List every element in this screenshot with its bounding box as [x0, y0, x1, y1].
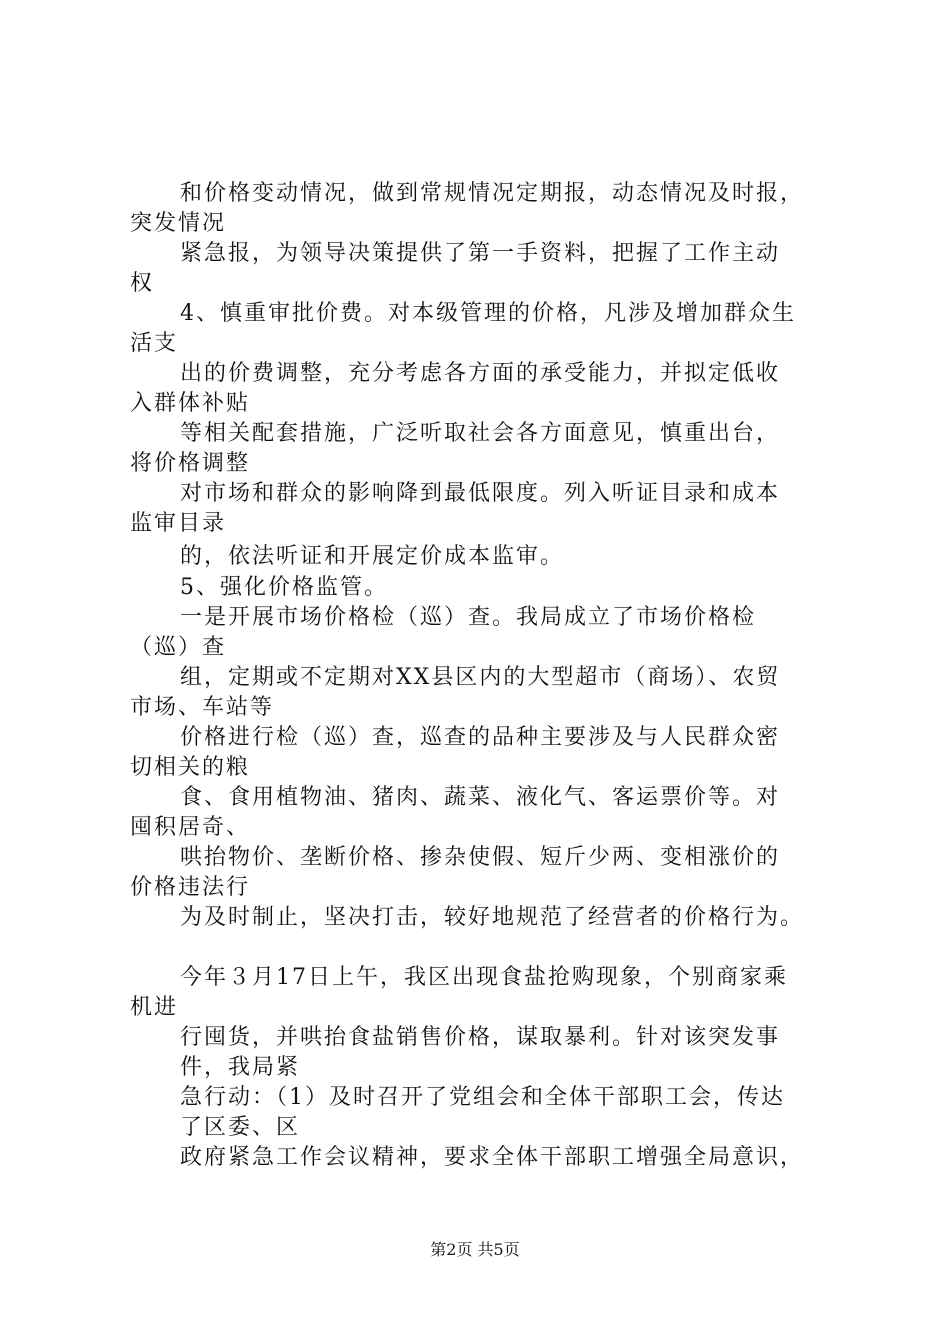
- body-line: 了区委、区: [180, 1115, 301, 1140]
- body-line: 为及时制止，坚决打击，较好地规范了经营者的价格行为。: [180, 905, 805, 930]
- body-line: 等相关配套措施，广泛听取社会各方面意见，慎重出台，: [180, 421, 781, 446]
- body-line: 对市场和群众的影响降到最低限度。列入听证目录和成本: [180, 481, 781, 506]
- body-line: 将价格调整: [130, 451, 251, 476]
- body-line: （巡）查: [130, 635, 227, 660]
- body-line: 突发情况: [130, 211, 227, 236]
- body-line: 紧急报，为领导决策提供了第一手资料，把握了工作主动: [180, 241, 781, 266]
- body-line: 入群体补贴: [130, 391, 251, 416]
- body-line: 出的价费调整，充分考虑各方面的承受能力，并拟定低收: [180, 361, 781, 386]
- body-line: 的，依法听证和开展定价成本监审。: [180, 544, 565, 569]
- body-line: 哄抬物价、垄断价格、掺杂使假、短斤少两、变相涨价的: [180, 845, 781, 870]
- body-line: 价格违法行: [130, 875, 251, 900]
- body-line: 件，我局紧: [180, 1055, 301, 1080]
- page-number-footer: 第2页 共5页: [430, 1240, 520, 1259]
- body-line: 一是开展市场价格检（巡）查。我局成立了市场价格检: [180, 605, 757, 630]
- body-line: 食、食用植物油、猪肉、蔬菜、液化气、客运票价等。对: [180, 785, 781, 810]
- body-line: 4、慎重审批价费。对本级管理的价格，凡涉及增加群众生: [180, 301, 796, 326]
- body-line: 急行动：（1）及时召开了党组会和全体干部职工会，传达: [180, 1085, 785, 1110]
- body-line: 行囤货，并哄抬食盐销售价格，谋取暴利。针对该突发事: [180, 1025, 781, 1050]
- body-line: 5、强化价格监管。: [180, 575, 388, 600]
- body-line: 市场、车站等: [130, 695, 275, 720]
- body-line: 价格进行检（巡）查，巡查的品种主要涉及与人民群众密: [180, 725, 781, 750]
- body-line: 政府紧急工作会议精神，要求全体干部职工增强全局意识，: [180, 1145, 805, 1170]
- body-line: 囤积居奇、: [130, 815, 251, 840]
- body-line: 权: [130, 271, 155, 296]
- body-line: 活支: [130, 331, 179, 356]
- body-line: 机进: [130, 995, 179, 1020]
- body-line: 组，定期或不定期对XX县区内的大型超市（商场）、农贸: [180, 665, 781, 690]
- body-line: 监审目录: [130, 511, 227, 536]
- body-line: 切相关的粮: [130, 755, 251, 780]
- body-line: 和价格变动情况，做到常规情况定期报，动态情况及时报，: [180, 181, 805, 206]
- body-line: 今年３月17日上午，我区出现食盐抢购现象，个别商家乘: [180, 965, 788, 990]
